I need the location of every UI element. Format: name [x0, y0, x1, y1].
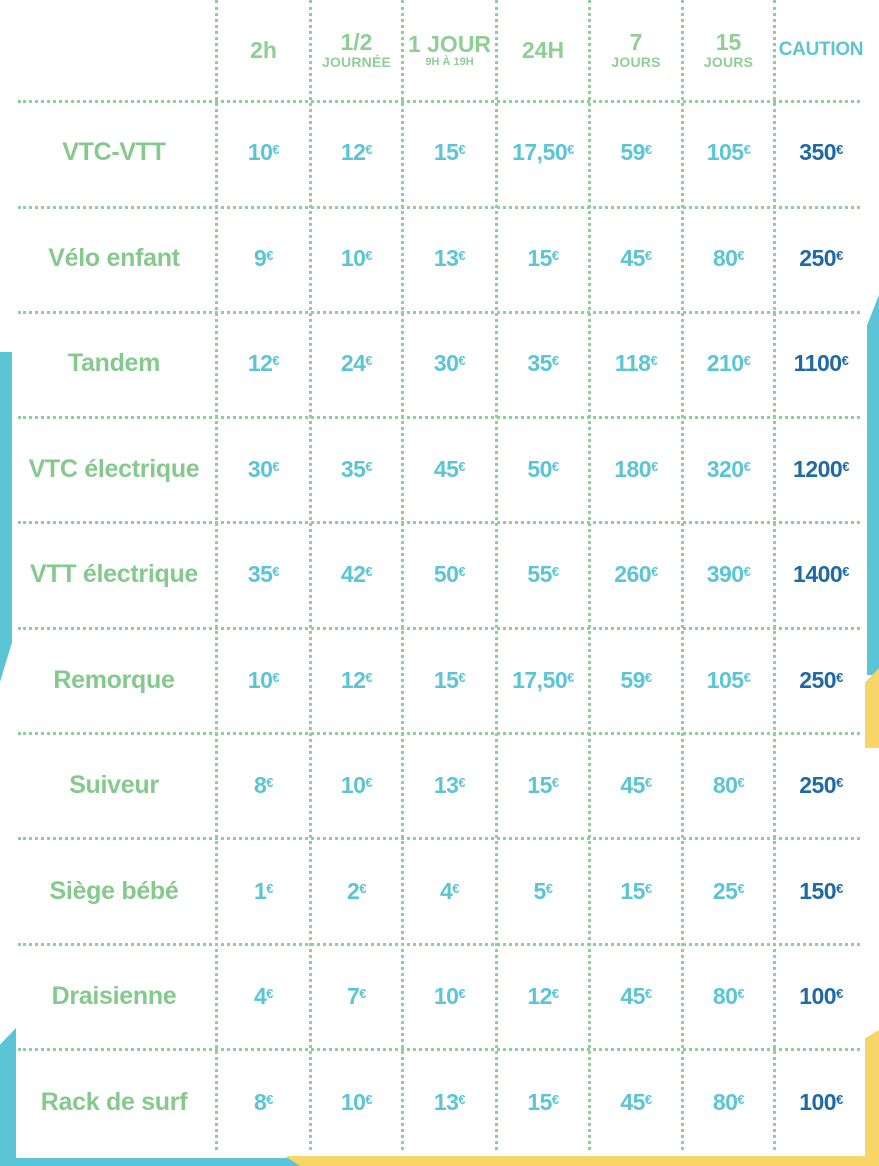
- price-value: 260: [614, 561, 652, 587]
- price-value: 12: [527, 983, 552, 1009]
- price-cell: 55 €: [527, 561, 559, 587]
- price-value: 10: [340, 1089, 366, 1115]
- price-value: 4: [253, 983, 267, 1009]
- price-value: 15: [620, 878, 645, 904]
- price-cell: 10 €: [340, 1089, 373, 1115]
- column-header-15-days: [684, 0, 773, 100]
- price-cell: 10 €: [433, 983, 466, 1009]
- price-cell: 8 €: [253, 1089, 274, 1115]
- price-value: 8: [253, 772, 267, 798]
- row-label: Siège bébé: [49, 877, 179, 905]
- price-value: 80: [712, 245, 738, 271]
- price-cell: 80 €: [712, 983, 745, 1009]
- price-cell: 13 €: [433, 245, 466, 271]
- price-value: 59: [620, 667, 645, 693]
- price-cell: 24 €: [340, 350, 373, 376]
- price-cell: 9 €: [253, 245, 274, 271]
- price-value: 45: [433, 456, 459, 482]
- price-cell: 17,50 €: [512, 667, 574, 693]
- row-label: VTC-VTT: [62, 138, 166, 166]
- price-value: 10: [247, 139, 273, 165]
- row-label: VTT électrique: [29, 560, 199, 588]
- table-row: [0, 733, 879, 838]
- price-value: 105: [706, 139, 744, 165]
- price-value: 2: [346, 878, 360, 904]
- price-cell: 50 €: [433, 561, 466, 587]
- column-header-sublabel: JOURS: [703, 54, 754, 70]
- row-label: Suiveur: [69, 771, 159, 799]
- price-value: 30: [433, 350, 459, 376]
- column-header-sublabel: JOURS: [611, 54, 661, 70]
- price-value: 17,50: [512, 667, 568, 693]
- price-value: 12: [340, 139, 366, 165]
- price-value: 25: [712, 878, 738, 904]
- price-value: 8: [253, 1089, 267, 1115]
- deposit-cell: 250 €: [799, 245, 843, 271]
- price-cell: 15 €: [527, 245, 559, 271]
- deposit-value: 250: [799, 667, 837, 693]
- price-value: 118: [614, 350, 651, 376]
- deposit-value: 100: [799, 1089, 837, 1115]
- price-cell: 320 €: [706, 456, 751, 482]
- row-label: Vélo enfant: [48, 244, 180, 272]
- price-cell: 12 €: [527, 983, 559, 1009]
- price-cell: 10 €: [247, 667, 280, 693]
- column-header-label: 7: [629, 29, 643, 55]
- deposit-value: 250: [799, 245, 837, 271]
- price-value: 10: [340, 245, 366, 271]
- price-cell: 1 €: [253, 878, 274, 904]
- price-value: 13: [433, 772, 459, 798]
- price-value: 80: [712, 772, 738, 798]
- deposit-value: 1100: [793, 350, 842, 376]
- deposit-value: 1200: [793, 456, 843, 482]
- price-value: 12: [340, 667, 366, 693]
- price-value: 35: [527, 350, 552, 376]
- deposit-value: 250: [799, 772, 837, 798]
- price-cell: 80 €: [712, 1089, 745, 1115]
- price-cell: 5 €: [533, 878, 553, 904]
- price-cell: 35 €: [527, 350, 559, 376]
- price-value: 10: [247, 667, 273, 693]
- table-row: [0, 417, 879, 522]
- column-header-caution: [776, 0, 866, 100]
- price-value: 24: [340, 350, 366, 376]
- price-value: 15: [433, 139, 459, 165]
- deposit-cell: 350 €: [799, 139, 843, 165]
- column-header-one-day: [404, 0, 495, 100]
- price-value: 180: [614, 456, 652, 482]
- price-cell: 45 €: [620, 1089, 652, 1115]
- deposit-value: 150: [799, 878, 837, 904]
- column-header-24h: [498, 0, 588, 100]
- price-value: 35: [340, 456, 366, 482]
- price-value: 45: [620, 1089, 645, 1115]
- price-cell: 4 €: [253, 983, 274, 1009]
- deposit-cell: 150 €: [799, 878, 843, 904]
- price-cell: 12 €: [340, 667, 373, 693]
- price-value: 5: [533, 878, 546, 904]
- table-row: [0, 628, 879, 733]
- table-row: [0, 206, 879, 311]
- price-value: 45: [620, 772, 645, 798]
- deposit-cell: 100 €: [799, 1089, 843, 1115]
- column-header-label: 1 JOUR: [407, 31, 492, 57]
- price-value: 35: [247, 561, 273, 587]
- price-cell: 50 €: [527, 456, 559, 482]
- column-header-half-day: [312, 0, 401, 100]
- row-label: Tandem: [67, 349, 161, 377]
- price-cell: 45 €: [620, 245, 652, 271]
- column-header-label: 1/2: [340, 29, 373, 55]
- price-cell: 59 €: [620, 139, 652, 165]
- column-header-sublabel: JOURNÉE: [321, 54, 392, 70]
- price-value: 210: [706, 350, 744, 376]
- table-row: [0, 311, 879, 416]
- price-value: 15: [433, 667, 459, 693]
- price-cell: 25 €: [712, 878, 745, 904]
- column-header-sublabel: 9H À 19H: [425, 56, 474, 68]
- row-label: Rack de surf: [40, 1088, 188, 1116]
- price-cell: 15 €: [527, 772, 559, 798]
- price-cell: 45 €: [620, 772, 652, 798]
- price-cell: 59 €: [620, 667, 652, 693]
- price-cell: 118 €: [614, 350, 658, 376]
- price-cell: 35 €: [247, 561, 280, 587]
- price-cell: 8 €: [253, 772, 274, 798]
- price-value: 4: [439, 878, 453, 904]
- column-header-label: 24H: [521, 37, 565, 63]
- price-value: 80: [712, 983, 738, 1009]
- deposit-value: 100: [799, 983, 837, 1009]
- row-label: VTC électrique: [28, 455, 200, 483]
- price-cell: 12 €: [247, 350, 280, 376]
- deposit-cell: 1100 €: [793, 350, 849, 376]
- price-cell: 45 €: [433, 456, 466, 482]
- price-cell: 30 €: [247, 456, 280, 482]
- price-cell: 80 €: [712, 245, 745, 271]
- price-value: 30: [247, 456, 273, 482]
- price-cell: 15 €: [433, 139, 466, 165]
- price-cell: 10 €: [340, 245, 373, 271]
- price-cell: 80 €: [712, 772, 745, 798]
- price-value: 10: [433, 983, 459, 1009]
- price-value: 13: [433, 245, 459, 271]
- price-value: 45: [620, 983, 645, 1009]
- price-value: 59: [620, 139, 645, 165]
- price-value: 12: [247, 350, 273, 376]
- price-value: 1: [253, 878, 267, 904]
- deposit-cell: 100 €: [799, 983, 843, 1009]
- price-value: 9: [253, 245, 267, 271]
- price-value: 42: [340, 561, 366, 587]
- price-value: 50: [433, 561, 459, 587]
- table-row: [0, 944, 879, 1049]
- deposit-cell: 250 €: [799, 667, 843, 693]
- price-value: 15: [527, 245, 552, 271]
- price-value: 105: [706, 667, 744, 693]
- table-row: [0, 100, 879, 205]
- price-cell: 17,50 €: [512, 139, 574, 165]
- price-value: 45: [620, 245, 645, 271]
- price-cell: 12 €: [340, 139, 373, 165]
- price-cell: 7 €: [346, 983, 367, 1009]
- price-cell: 210 €: [706, 350, 751, 376]
- price-cell: 45 €: [620, 983, 652, 1009]
- price-cell: 105 €: [706, 667, 751, 693]
- column-header-label: 2h: [250, 37, 277, 63]
- price-cell: 15 €: [527, 1089, 559, 1115]
- price-cell: 42 €: [340, 561, 373, 587]
- price-cell: 10 €: [340, 772, 373, 798]
- row-label: Draisienne: [51, 982, 177, 1010]
- price-cell: 15 €: [620, 878, 652, 904]
- column-header-label: CAUTION: [778, 39, 864, 60]
- deposit-cell: 250 €: [799, 772, 843, 798]
- price-cell: 10 €: [247, 139, 280, 165]
- price-value: 15: [527, 772, 552, 798]
- price-cell: 30 €: [433, 350, 466, 376]
- price-value: 50: [527, 456, 552, 482]
- table-row: [0, 839, 879, 944]
- price-cell: 180 €: [614, 456, 658, 482]
- price-value: 10: [340, 772, 366, 798]
- price-cell: 390 €: [706, 561, 751, 587]
- price-value: 7: [346, 983, 360, 1009]
- price-cell: 4 €: [439, 878, 460, 904]
- price-value: 55: [527, 561, 552, 587]
- deposit-value: 1400: [793, 561, 843, 587]
- column-header-label: 15: [715, 29, 742, 55]
- price-cell: 13 €: [433, 1089, 466, 1115]
- column-header-7-days: [591, 0, 681, 100]
- column-header-2h: [218, 0, 309, 100]
- deposit-cell: 1200 €: [793, 456, 849, 482]
- price-cell: 2 €: [346, 878, 367, 904]
- price-value: 320: [706, 456, 744, 482]
- price-cell: 35 €: [340, 456, 373, 482]
- deposit-value: 350: [799, 139, 837, 165]
- price-cell: 105 €: [706, 139, 751, 165]
- table-row: [0, 1050, 879, 1155]
- price-value: 13: [433, 1089, 459, 1115]
- price-cell: 15 €: [433, 667, 466, 693]
- price-cell: 260 €: [614, 561, 658, 587]
- price-cell: 13 €: [433, 772, 466, 798]
- row-label: Remorque: [53, 666, 175, 694]
- price-value: 15: [527, 1089, 552, 1115]
- price-value: 17,50: [512, 139, 568, 165]
- table-row: [0, 522, 879, 627]
- deposit-cell: 1400 €: [793, 561, 849, 587]
- price-value: 80: [712, 1089, 738, 1115]
- price-value: 390: [706, 561, 744, 587]
